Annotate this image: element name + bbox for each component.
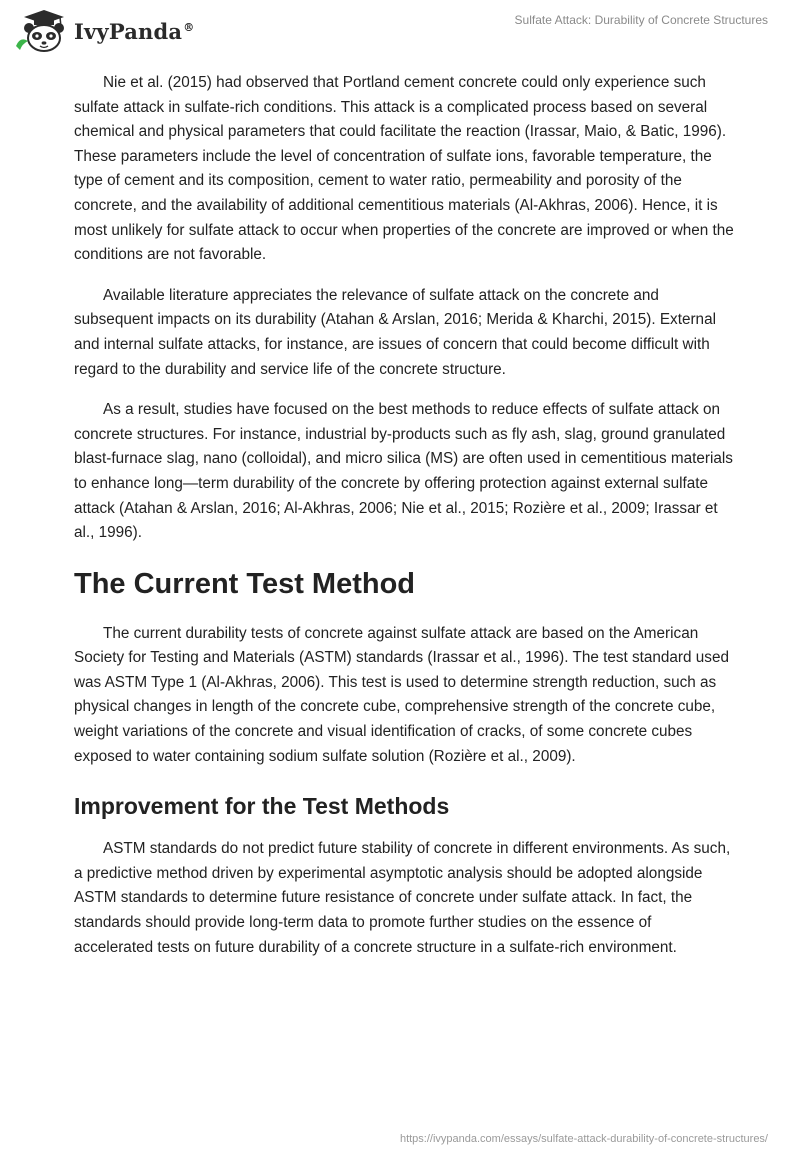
paragraph: Nie et al. (2015) had observed that Portland cement concrete could only experience such sulfate attack in sulfate-rich conditions. This attack is a complicated process based on several chemical and physical parameters that could facilitate the reaction (Irassar, Maio, & Batic, 1996). These parameters include the level of concentration of sulfate ions, favorable temperature, the type of cement and its composition, cement to water ratio, permeability and porosity of the concrete, and the availability of additional cementitious materials (Al-Akhras, 2006). Hence, it is most unlikely for sulfate attack to occur when properties of the concrete are improved or when the conditions are not favorable. bbox=[74, 74, 734, 264]
brand-name: IvyPanda® bbox=[74, 18, 195, 44]
section-heading: The Current Test Method bbox=[74, 567, 416, 600]
panda-logo-icon bbox=[14, 8, 70, 54]
subsection-heading: Improvement for the Test Methods bbox=[74, 793, 450, 820]
page-header bbox=[0, 0, 800, 62]
paragraph: The current durability tests of concrete against sulfate attack are based on the American Society for Testing and Materials (ASTM) standards (Irassar et al., 1996). The test standard used was ASTM Type 1 (Al-Akhras, 2006). This test is used to determine strength reduction, such as physical changes in length of the concrete cube, comprehensive strength of the concrete cube, weight variations of the concrete and visual identification of cracks, of some concrete cubes exposed to water containing sodium sulfate solution (Rozière et al., 2009). bbox=[74, 624, 729, 765]
paragraph: As a result, studies have focused on the best methods to reduce effects of sulfate attack on concrete structures. For instance, industrial by-products such as fly ash, slag, ground granulated blast-furnace slag, nano (colloidal), and micro silica (MS) are often used in cementitious materials to enhance long—term durability of the concrete by offering protection against external sulfate attack (Atahan & Arslan, 2016; Al-Akhras, 2006; Nie et al., 2015; Rozière et al., 2009; Irassar et al., 1996). bbox=[74, 401, 733, 542]
paragraph: Available literature appreciates the relevance of sulfate attack on the concrete and subsequent impacts on its durability (Atahan & Arslan, 2016; Merida & Kharchi, 2015). External and internal sulfate attacks, for instance, are issues of concern that could become difficult with regard to the durability and service life of the concrete structure. bbox=[74, 286, 716, 378]
logo[interactable] bbox=[14, 8, 194, 54]
document-title: Sulfate Attack: Durability of Concrete Structures bbox=[514, 13, 768, 27]
paragraph: ASTM standards do not predict future stability of concrete in different environments. As such, a predictive method driven by experimental asymptotic analysis should be adopted alongside ASTM standards to determine future resistance of concrete under sulfate attack. In fact, the standards should provide long-term data to promote further studies on the essence of accelerated tests on future durability of a concrete structure in a sulfate-rich environment. bbox=[74, 840, 731, 956]
article-body bbox=[74, 71, 734, 976]
source-url[interactable]: https://ivypanda.com/essays/sulfate-attack-durability-of-concrete-structures/ bbox=[399, 1133, 768, 1145]
